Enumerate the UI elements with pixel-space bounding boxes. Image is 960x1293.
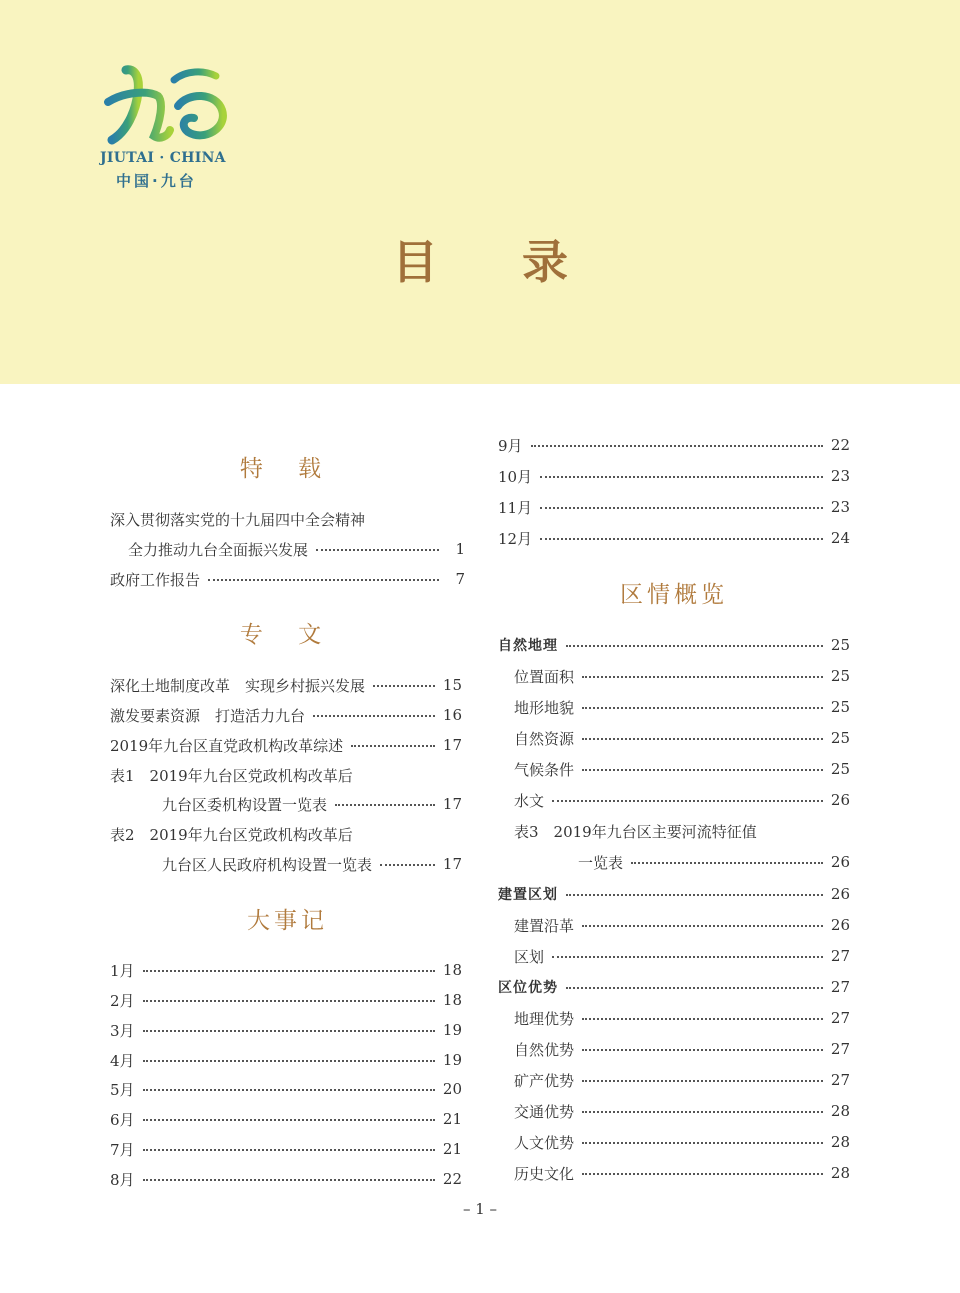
section-title-feature: 专 文 [239,622,336,648]
leader-dots [582,676,823,678]
toc-entry[interactable] [514,1100,850,1122]
toc-entry-page: 1 [455,540,465,558]
toc-entry-label: 地形地貌 [514,698,575,717]
leader-dots [143,1000,435,1002]
toc-entry-label: 气候条件 [514,760,575,779]
leader-dots [582,1018,823,1020]
toc-entry-label: 8月 [110,1170,135,1189]
toc-entry[interactable] [110,734,462,756]
toc-entry-page: 27 [830,1009,850,1027]
toc-entry-page: 23 [830,467,850,485]
toc-entry-label: 11月 [498,498,533,517]
toc-entry[interactable] [110,764,353,786]
toc-entry[interactable] [578,851,850,873]
leader-dots [540,538,823,540]
toc-entry-page: 22 [442,1170,462,1188]
toc-entry-label: 2019年九台区直党政机构改革综述 [110,736,344,755]
toc-entry-label: 7月 [110,1140,135,1159]
toc-entry-page: 25 [830,729,850,747]
leader-dots [582,707,823,709]
toc-entry-label: 九台区人民政府机构设置一览表 [162,855,373,874]
toc-entry-page: 26 [830,885,850,903]
toc-entry[interactable] [128,538,465,560]
toc-entry-label: 表1 2019年九台区党政机构改革后 [110,766,353,785]
toc-entry-label: 区位优势 [498,980,558,996]
toc-entry-page: 19 [442,1051,462,1069]
toc-entry-label: 水文 [514,791,545,810]
toc-entry[interactable] [514,945,850,967]
toc-entry[interactable] [514,1007,850,1029]
toc-entry[interactable] [514,665,850,687]
toc-entry-page: 18 [442,991,462,1009]
logo-english-text: JIUTAI · CHINA [100,150,226,166]
leader-dots [631,862,823,864]
leader-dots [582,738,823,740]
toc-entry-label: 2月 [110,991,135,1010]
toc-entry-label: 全力推动九台全面振兴发展 [128,540,309,559]
leader-dots [552,956,823,958]
toc-entry[interactable] [514,1038,850,1060]
toc-entry[interactable] [514,1131,850,1153]
toc-entry-label: 深入贯彻落实党的十九届四中全会精神 [110,510,366,529]
toc-entry[interactable] [110,1108,462,1130]
toc-entry-page: 27 [830,978,850,996]
leader-dots [143,1089,435,1091]
toc-entry-page: 26 [830,791,850,809]
toc-entry-label: 自然优势 [514,1040,575,1059]
leader-dots [316,549,439,551]
toc-entry[interactable] [110,1078,462,1100]
toc-entry-label: 3月 [110,1021,135,1040]
toc-entry-page: 22 [830,436,850,454]
toc-entry-page: 25 [830,636,850,654]
toc-entry-label: 自然地理 [498,638,558,654]
toc-entry-label: 地理优势 [514,1009,575,1028]
toc-entry-label: 区划 [514,947,545,966]
toc-entry-page: 27 [830,1071,850,1089]
leader-dots [208,579,439,581]
toc-entry[interactable] [110,674,462,696]
toc-entry[interactable] [110,959,462,981]
page-number: – 1 – [462,1200,498,1218]
leader-dots [552,800,823,802]
leader-dots [582,1049,823,1051]
toc-entry[interactable] [498,976,850,998]
toc-entry-page: 17 [442,795,462,813]
toc-entry-label: 一览表 [578,853,624,872]
toc-entry-page: 25 [830,667,850,685]
toc-entry-label: 深化土地制度改革 实现乡村振兴发展 [110,676,366,695]
toc-entry[interactable] [514,1162,850,1184]
toc-entry-page: 27 [830,947,850,965]
toc-entry-page: 17 [442,855,462,873]
toc-entry[interactable] [110,823,353,845]
toc-entry-page: 28 [830,1164,850,1182]
toc-entry[interactable] [514,820,757,842]
toc-entry-label: 建置区划 [498,887,558,903]
leader-dots [143,1149,435,1151]
leader-dots [540,507,823,509]
page-title-char-2: 录 [522,235,568,289]
toc-entry-page: 26 [830,853,850,871]
toc-entry-page: 24 [830,529,850,547]
toc-entry-label: 激发要素资源 打造活力九台 [110,706,306,725]
toc-entry-label: 5月 [110,1080,135,1099]
leader-dots [582,925,823,927]
toc-entry-label: 表2 2019年九台区党政机构改革后 [110,825,353,844]
toc-entry-page: 28 [830,1133,850,1151]
section-title-special: 特 载 [239,456,336,482]
leader-dots [143,970,435,972]
toc-entry-page: 25 [830,698,850,716]
toc-entry-label: 建置沿革 [514,916,575,935]
toc-entry[interactable] [514,1069,850,1091]
toc-entry-label: 4月 [110,1051,135,1070]
logo-chinese-text: 中国·九台 [116,172,197,190]
toc-entry[interactable] [110,568,465,590]
toc-entry[interactable] [498,434,850,456]
page-title [392,226,592,289]
toc-entry[interactable] [514,727,850,749]
leader-dots [531,445,823,447]
leader-dots [143,1030,435,1032]
toc-entry-label: 人文优势 [514,1133,575,1152]
toc-entry-label: 自然资源 [514,729,575,748]
toc-entry[interactable] [110,1049,462,1071]
leader-dots [373,685,435,687]
toc-entry[interactable] [162,853,462,875]
toc-entry-label: 交通优势 [514,1102,575,1121]
toc-entry[interactable] [514,696,850,718]
leader-dots [313,715,435,717]
toc-entry[interactable] [110,989,462,1011]
toc-entry[interactable] [110,508,365,530]
toc-entry[interactable] [498,465,850,487]
toc-entry[interactable] [514,758,850,780]
leader-dots [566,987,823,989]
section-title-chronicle: 大事记 [247,908,328,934]
toc-entry-label: 12月 [498,529,533,548]
toc-entry-label: 位置面积 [514,667,575,686]
leader-dots [540,476,823,478]
jiutai-logo [100,62,240,192]
toc-entry-page: 7 [455,570,465,588]
toc-entry-page: 20 [442,1080,462,1098]
toc-entry-page: 23 [830,498,850,516]
toc-entry-page: 16 [442,706,462,724]
leader-dots [143,1119,435,1121]
leader-dots [582,1173,823,1175]
toc-entry[interactable] [514,914,850,936]
toc-entry-page: 27 [830,1040,850,1058]
leader-dots [143,1179,435,1181]
toc-entry-label: 政府工作报告 [110,570,201,589]
toc-entry-label: 历史文化 [514,1164,575,1183]
page-title-char-1: 目 [392,235,438,289]
toc-entry-label: 表3 2019年九台区主要河流特征值 [514,822,757,841]
toc-entry[interactable] [110,1019,462,1041]
toc-entry[interactable] [514,789,850,811]
leader-dots [582,1142,823,1144]
toc-entry[interactable] [110,704,462,726]
toc-entry-page: 21 [442,1140,462,1158]
toc-entry-label: 1月 [110,961,135,980]
leader-dots [566,894,823,896]
header-band [0,0,960,384]
toc-entry-page: 15 [442,676,462,694]
leader-dots [143,1060,435,1062]
toc-entry-label: 九台区委机构设置一览表 [162,795,328,814]
section-title-overview: 区情概览 [620,582,728,608]
toc-entry[interactable] [110,1168,462,1190]
leader-dots [335,804,435,806]
toc-entry-page: 25 [830,760,850,778]
toc-entry-page: 28 [830,1102,850,1120]
leader-dots [351,745,435,747]
toc-entry[interactable] [110,1138,462,1160]
leader-dots [582,1080,823,1082]
toc-entry-page: 26 [830,916,850,934]
toc-entry-page: 21 [442,1110,462,1128]
toc-entry-label: 矿产优势 [514,1071,575,1090]
toc-entry-page: 18 [442,961,462,979]
toc-entry-label: 9月 [498,436,523,455]
toc-entry-label: 10月 [498,467,533,486]
toc-entry[interactable] [498,634,850,656]
leader-dots [582,1111,823,1113]
leader-dots [582,769,823,771]
toc-entry[interactable] [162,793,462,815]
toc-entry[interactable] [498,527,850,549]
toc-entry-page: 17 [442,736,462,754]
leader-dots [380,864,435,866]
toc-entry-label: 6月 [110,1110,135,1129]
toc-entry-page: 19 [442,1021,462,1039]
toc-entry[interactable] [498,496,850,518]
leader-dots [566,645,823,647]
jiutai-logo-mark [104,62,234,148]
toc-entry[interactable] [498,883,850,905]
